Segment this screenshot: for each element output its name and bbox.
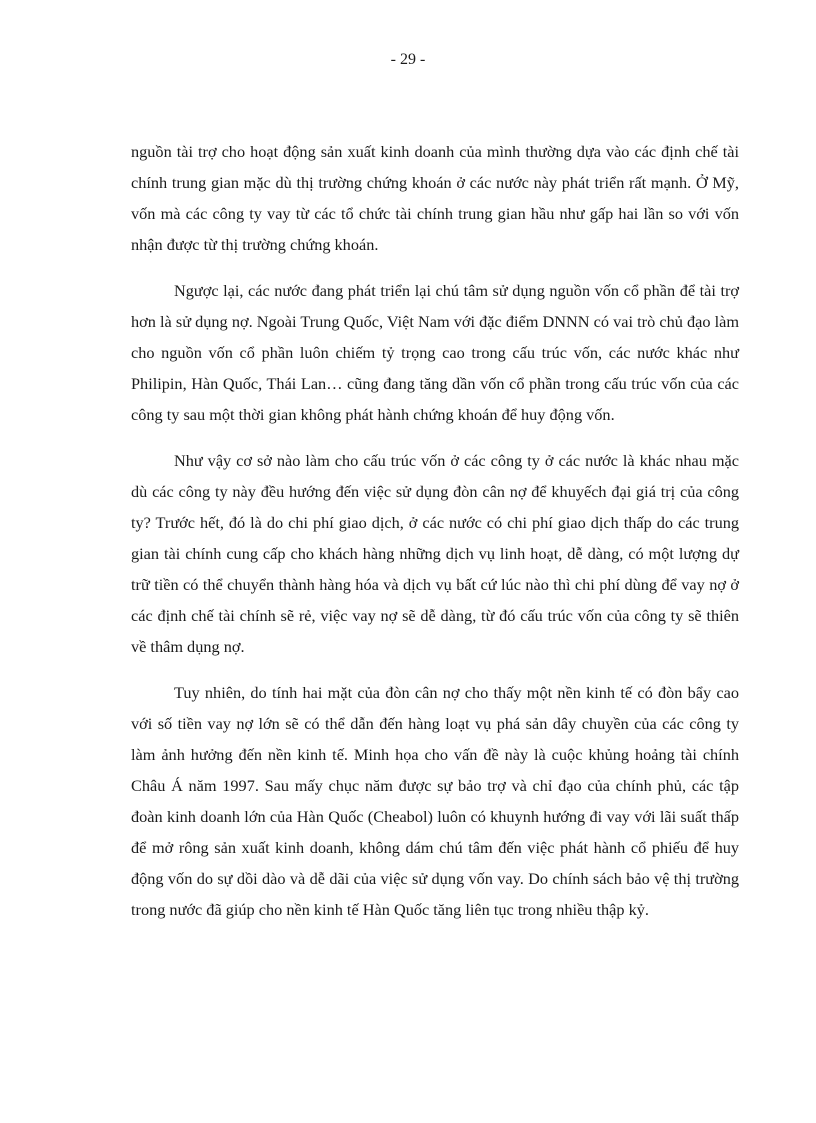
paragraph-asian-crisis: Tuy nhiên, do tính hai mặt của đòn cân nợ cho thấy một nền kinh tế có đòn bẩy cao với số tiền vay nợ lớn sẽ có thể dẫn đến hàng loạt vụ phá sản dây chuyền của các công ty làm ảnh hưởng đến nền kinh tế. Minh họa cho vấn đề này là cuộc khủng hoảng tài chính Châu Á năm 1997. Sau mấy chục năm được sự bảo trợ và chỉ đạo của chính phủ, các tập đoàn kinh doanh lớn của Hàn Quốc (Cheabol) luôn có khuynh hướng đi vay với lãi suất thấp để mở rông sản xuất kinh doanh, không dám chú tâm đến việc phát hành cổ phiếu để huy động vốn do sự dồi dào và dễ dãi của việc sử dụng vốn vay. Do chính sách bảo vệ thị trường trong nước đã giúp cho nền kinh tế Hàn Quốc tăng liên tục trong nhiều thập kỷ. [131, 683, 739, 919]
page-number: - 29 - [390, 51, 426, 68]
document-body [131, 136, 739, 925]
paragraph-transaction-costs: Như vậy cơ sở nào làm cho cấu trúc vốn ở các công ty ở các nước là khác nhau mặc dù các công ty này đều hướng đến việc sử dụng đòn cân nợ để khuyếch đại giá trị của công ty? Trước hết, đó là do chi phí giao dịch, ở các nước có chi phí giao dịch thấp do các trung gian tài chính cung cấp cho khách hàng những dịch vụ linh hoạt, dễ dàng, có một lượng dự trữ tiền có thể chuyển thành hàng hóa và dịch vụ bất cứ lúc nào thì chi phí dùng để vay nợ ở các định chế tài chính sẽ rẻ, việc vay nợ sẽ dễ dàng, từ đó cấu trúc vốn của công ty sẽ thiên về thâm dụng nợ. [131, 451, 739, 656]
paragraph-continuation: nguồn tài trợ cho hoạt động sản xuất kinh doanh của mình thường dựa vào các định chế tài chính trung gian mặc dù thị trường chứng khoán ở các nước này phát triển rất mạnh. Ở Mỹ, vốn mà các công ty vay từ các tổ chức tài chính trung gian hầu như gấp hai lần so với vốn nhận được từ thị trường chứng khoán. [131, 142, 739, 254]
paragraph-developing-countries: Ngược lại, các nước đang phát triển lại chú tâm sử dụng nguồn vốn cổ phần để tài trợ hơn là sử dụng nợ. Ngoài Trung Quốc, Việt Nam với đặc điểm DNNN có vai trò chủ đạo làm cho nguồn vốn cổ phần luôn chiếm tỷ trọng cao trong cấu trúc vốn, các nước khác như Philipin, Hàn Quốc, Thái Lan… cũng đang tăng dần vốn cổ phần trong cấu trúc vốn của các công ty sau một thời gian không phát hành chứng khoán để huy động vốn. [131, 281, 739, 424]
